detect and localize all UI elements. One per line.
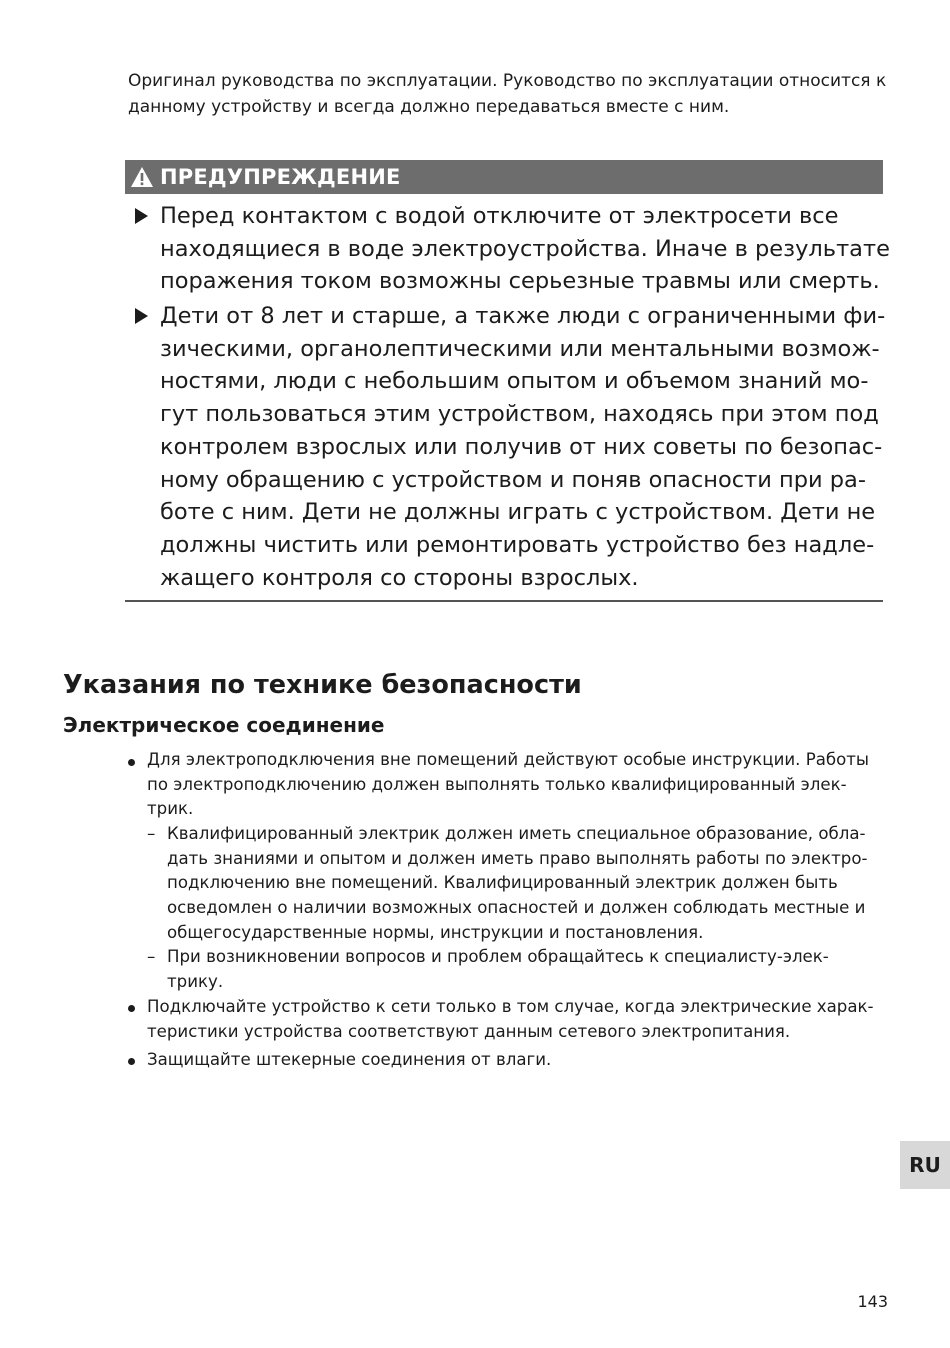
sub-list-item-line: трику.: [167, 971, 224, 991]
list-item: [147, 748, 869, 822]
warning-triangle-icon: [130, 166, 154, 188]
warning-line: гут пользоваться этим устройством, находясь при этом под: [160, 401, 879, 428]
warning-box: [125, 160, 890, 602]
bullet-icon: [128, 759, 135, 766]
list-item: [147, 1048, 551, 1073]
warning-line: контролем взрослых или получив от них советы по безопас-: [160, 433, 883, 460]
list-item: [147, 995, 874, 1044]
dash-marker: –: [147, 824, 156, 843]
warning-item-text: [160, 300, 885, 594]
sub-list-item-line: осведомлен о наличии возможных опасностей и должен соблюдать местные и: [167, 898, 866, 918]
warning-line: ному обращению с устройством и поняв опасности при ра-: [160, 466, 866, 493]
section-title: Указания по технике безопасности: [63, 670, 582, 700]
language-tab: [900, 1141, 950, 1189]
sub-list-item-line: Квалифицированный электрик должен иметь специальное образование, обла-: [167, 824, 866, 843]
list-item-line: Защищайте штекерные соединения от влаги.: [147, 1050, 552, 1069]
warning-line: жащего контроля со стороны взрослых.: [160, 564, 639, 591]
intro-line: данному устройству и всегда должно передаваться вместе с ним.: [128, 97, 730, 117]
warning-line: ностями, люди с небольшим опытом и объемом знаний мо-: [160, 368, 869, 395]
list-item-line: по электроподключению должен выполнять только квалифицированный элек-: [147, 774, 847, 794]
section-subtitle: Электрическое соединение: [63, 713, 385, 737]
warning-title: ПРЕДУПРЕЖДЕНИЕ: [160, 165, 401, 189]
sub-list-item-line: При возникновении вопросов и проблем обращайтесь к специалисту-элек-: [167, 947, 829, 966]
sub-list-item-line: подключению вне помещений. Квалифицированный электрик должен быть: [167, 873, 838, 893]
triangle-right-icon: [135, 208, 148, 224]
intro-paragraph: [128, 68, 888, 120]
list-item-line: Для электроподключения вне помещений действуют особые инструкции. Работы: [147, 750, 870, 769]
warning-line: поражения током возможны серьезные травмы или смерть.: [160, 268, 880, 295]
sub-list-item-line: дать знаниями и опытом и должен иметь право выполнять работы по электро-: [167, 848, 868, 868]
language-tab-label: RU: [909, 1153, 941, 1177]
warning-line: боте с ним. Дети не должны играть с устройством. Дети не: [160, 499, 876, 526]
bullet-icon: [128, 1005, 135, 1012]
sub-list-item: [167, 945, 829, 994]
warning-line: зическими, органолептическими или ментальными возмож-: [160, 335, 880, 362]
list-item-line: теристики устройства соответствуют данным сетевого электропитания.: [147, 1021, 791, 1041]
intro-line: Оригинал руководства по эксплуатации. Руководство по эксплуатации относится к: [128, 71, 887, 91]
triangle-right-icon: [135, 308, 148, 324]
bullet-icon: [128, 1058, 135, 1065]
warning-line: должны чистить или ремонтировать устройство без надле-: [160, 531, 875, 558]
warning-line: Дети от 8 лет и старше, а также люди с ограниченными фи-: [160, 303, 886, 329]
warning-item-text: [160, 200, 890, 298]
page-number: 143: [857, 1292, 888, 1311]
list-item-line: Подключайте устройство к сети только в том случае, когда электрические харак-: [147, 997, 874, 1016]
warning-header: [125, 160, 883, 194]
list-item-line: трик.: [147, 799, 194, 819]
warning-line: находящиеся в воде электроустройства. Иначе в результате: [160, 235, 890, 262]
sub-list-item-line: общегосударственные нормы, инструкции и постановления.: [167, 922, 704, 942]
dash-marker: –: [147, 947, 156, 966]
warning-line: Перед контактом с водой отключите от электросети все: [160, 203, 839, 229]
sub-list-item: [167, 822, 867, 946]
